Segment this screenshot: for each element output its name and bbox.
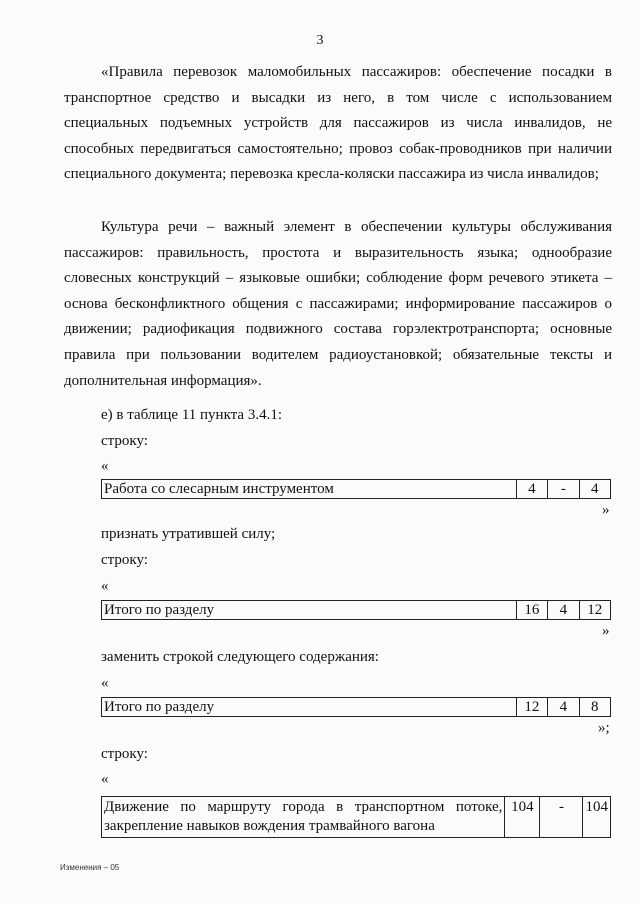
cell-value-3: 4 — [579, 480, 610, 499]
quote-close-1: » — [602, 502, 610, 518]
quote-open-3: « — [101, 675, 109, 691]
cell-value-3: 12 — [579, 601, 610, 620]
table-row-total-old — [101, 600, 611, 620]
replace-line: заменить строкой следующего содержания: — [101, 649, 379, 665]
cell-value-1: 16 — [516, 601, 547, 620]
cell-name: Работа со слесарным инструментом — [102, 480, 517, 499]
cell-name: Движение по маршруту города в транспортном потоке, закрепление навыков вождения трамвайного вагона — [102, 797, 505, 838]
cell-value-1: 4 — [516, 480, 547, 499]
cell-name: Итого по разделу — [102, 601, 517, 620]
quote-open-4: « — [101, 771, 109, 787]
cell-value-2: - — [548, 480, 579, 499]
cell-value-3: 8 — [579, 698, 610, 717]
quote-open-2: « — [101, 578, 109, 594]
table-row-route-driving — [101, 796, 611, 838]
quote-close-2: » — [602, 623, 610, 639]
table-row-total-new — [101, 697, 611, 717]
row-word-2: строку: — [101, 552, 148, 568]
page-number: 3 — [316, 33, 324, 48]
invalid-line: признать утратившей силу; — [101, 526, 276, 542]
quote-close-3: »; — [598, 720, 610, 736]
paragraph-speech-culture: Культура речи – важный элемент в обеспечении культуры обслуживания пассажиров: правильность, простота и выразительность языка; однообразие словесных конструкций – языковые ошибки; соблюдение форм речевого этикета – основа бесконфликтного общения с пассажирами; информирование пассажиров о движении; радиофикация подвижного состава горэлектротранспорта; основные правила при пользовании водителем радиоустановкой; обязательные тексты и дополнительная информация». — [64, 219, 612, 389]
table-row-locksmith — [101, 479, 611, 499]
cell-name: Итого по разделу — [102, 698, 517, 717]
footer-note: Изменения – 05 — [60, 863, 120, 872]
cell-value-1: 12 — [516, 698, 547, 717]
row-word-1: строку: — [101, 433, 148, 449]
cell-value-2: - — [540, 797, 583, 838]
cell-value-2: 4 — [548, 698, 579, 717]
quote-open-1: « — [101, 458, 109, 474]
row-word-3: строку: — [101, 746, 148, 762]
item-e-line: е) в таблице 11 пункта 3.4.1: — [101, 407, 282, 423]
cell-value-2: 4 — [548, 601, 579, 620]
cell-value-3: 104 — [583, 797, 611, 838]
cell-value-1: 104 — [505, 797, 540, 838]
paragraph-rules: «Правила перевозок маломобильных пассажиров: обеспечение посадки в транспортное средство и высадки из него, в том числе с использованием специальных подъемных устройств для пассажиров из числа инвалидов, не способных передвигаться самостоятельно; провоз собак-проводников при наличии специального документа; перевозка кресла-коляски пассажира из числа инвалидов; — [64, 64, 612, 183]
